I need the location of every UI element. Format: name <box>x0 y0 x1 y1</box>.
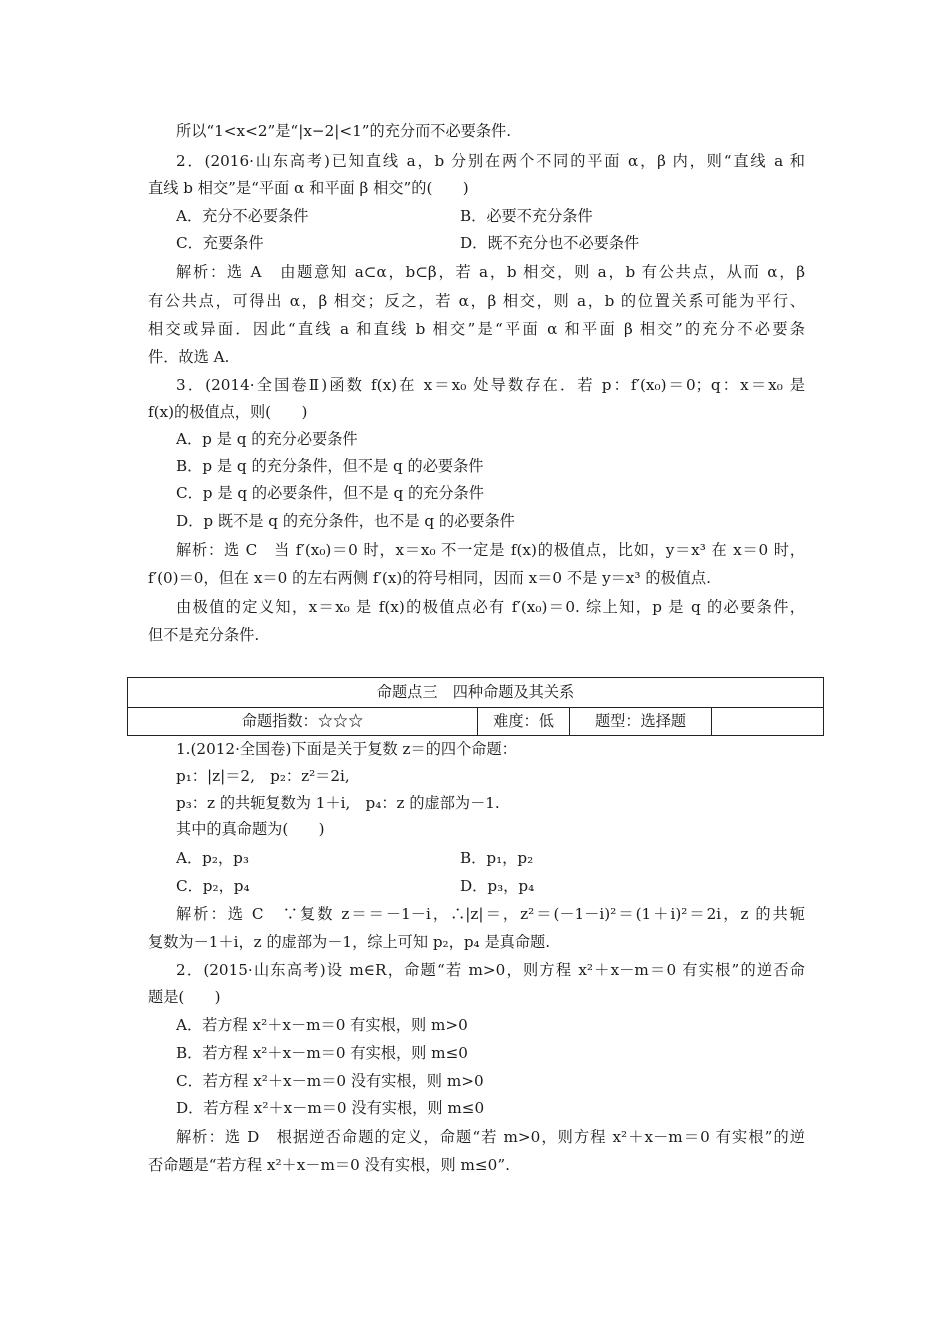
question-2b-stem-cont: 题是( ) <box>148 988 221 1006</box>
solution-text: 解析：选 D 根据逆否命题的定义，命题“若 m>0，则方程 x²＋x－m＝0 有实根”的逆 <box>176 1128 805 1146</box>
proposition-line: p₁：|z|＝2, p₂：z²＝2i, <box>176 767 350 785</box>
solution-text: 件．故选 A. <box>148 348 230 366</box>
topic-table <box>127 677 824 736</box>
topic-difficulty: 难度：低 <box>478 707 570 736</box>
option-a: A．p₂，p₃ <box>176 849 249 867</box>
topic-extra <box>712 707 823 736</box>
solution-text: 复数为－1＋i，z 的虚部为－1，综上可知 p₂，p₄ 是真命题. <box>148 933 551 951</box>
solution-text: 解析：选 C ∵复数 z＝＝－1－i，∴|z|＝，z²＝(－1－i)²＝(1＋i)²＝2i，z 的共轭 <box>176 905 805 923</box>
solution-text: f′(0)＝0，但在 x＝0 的左右两侧 f′(x)的符号相同，因而 x＝0 不是 y＝x³ 的极值点. <box>148 569 711 587</box>
option-a: A．p 是 q 的充分必要条件 <box>176 430 358 448</box>
topic-title: 命题点三 四种命题及其关系 <box>128 678 823 708</box>
text-line: 所以“1<x<2”是“|x−2|<1”的充分而不必要条件. <box>176 122 512 140</box>
topic-type: 题型：选择题 <box>570 707 712 736</box>
question-3-stem: 3．(2014·全国卷Ⅱ)函数 f(x)在 x＝x₀ 处导数存在．若 p：f′(x₀)＝0；q：x＝x₀ 是 <box>176 376 805 394</box>
option-b: B．p 是 q 的充分条件，但不是 q 的必要条件 <box>176 457 484 475</box>
solution-text: 否命题是“若方程 x²＋x－m＝0 没有实根，则 m≤0”. <box>148 1156 510 1174</box>
option-c: C．p₂，p₄ <box>176 877 250 895</box>
option-c: C．若方程 x²＋x－m＝0 没有实根，则 m>0 <box>176 1072 484 1090</box>
option-d: D．若方程 x²＋x－m＝0 没有实根，则 m≤0 <box>176 1099 485 1117</box>
solution-text: 相交或异面．因此“直线 a 和直线 b 相交”是“平面 α 和平面 β 相交”的充分不必要条 <box>148 320 805 338</box>
option-c: C．充要条件 <box>176 234 264 252</box>
option-d: D．p 既不是 q 的充分条件，也不是 q 的必要条件 <box>176 512 515 530</box>
question-2b-stem: 2．(2015·山东高考)设 m∈R，命题“若 m>0，则方程 x²＋x－m＝0 有实根”的逆否命 <box>176 961 805 979</box>
solution-text: 解析：选 A 由题意知 a⊂α，b⊂β，若 a，b 相交，则 a，b 有公共点，从而 α，β <box>176 263 805 281</box>
option-d: D．p₃，p₄ <box>460 877 535 895</box>
question-1-stem: 1.(2012·全国卷)下面是关于复数 z＝的四个命题： <box>176 740 517 758</box>
question-3-stem-cont: f(x)的极值点，则( ) <box>148 403 308 421</box>
option-c: C．p 是 q 的必要条件，但不是 q 的充分条件 <box>176 484 484 502</box>
option-b: B．若方程 x²＋x－m＝0 有实根，则 m≤0 <box>176 1044 468 1062</box>
proposition-line: p₃：z 的共轭复数为 1＋i, p₄：z 的虚部为－1. <box>176 794 500 812</box>
question-2-stem-cont: 直线 b 相交”是“平面 α 和平面 β 相交”的( ) <box>148 179 469 197</box>
option-d: D．既不充分也不必要条件 <box>460 234 640 252</box>
topic-index: 命题指数：☆☆☆ <box>128 707 478 736</box>
solution-text: 但不是充分条件. <box>148 626 260 644</box>
option-b: B．必要不充分条件 <box>460 207 593 225</box>
question-2-stem: 2．(2016·山东高考)已知直线 a，b 分别在两个不同的平面 α，β 内，则“直线 a 和 <box>176 152 805 170</box>
question-1-prompt: 其中的真命题为( ) <box>176 820 325 838</box>
solution-text: 有公共点，可得出 α，β 相交；反之，若 α，β 相交，则 a，b 的位置关系可能为平行、 <box>148 292 805 310</box>
solution-text: 由极值的定义知，x＝x₀ 是 f(x)的极值点必有 f′(x₀)＝0. 综上知，p 是 q 的必要条件， <box>176 598 805 616</box>
option-a: A．若方程 x²＋x－m＝0 有实根，则 m>0 <box>176 1016 468 1034</box>
option-b: B．p₁，p₂ <box>460 849 534 867</box>
option-a: A．充分不必要条件 <box>176 207 309 225</box>
solution-text: 解析：选 C 当 f′(x₀)＝0 时，x＝x₀ 不一定是 f(x)的极值点，比如，y＝x³ 在 x＝0 时， <box>176 541 805 559</box>
